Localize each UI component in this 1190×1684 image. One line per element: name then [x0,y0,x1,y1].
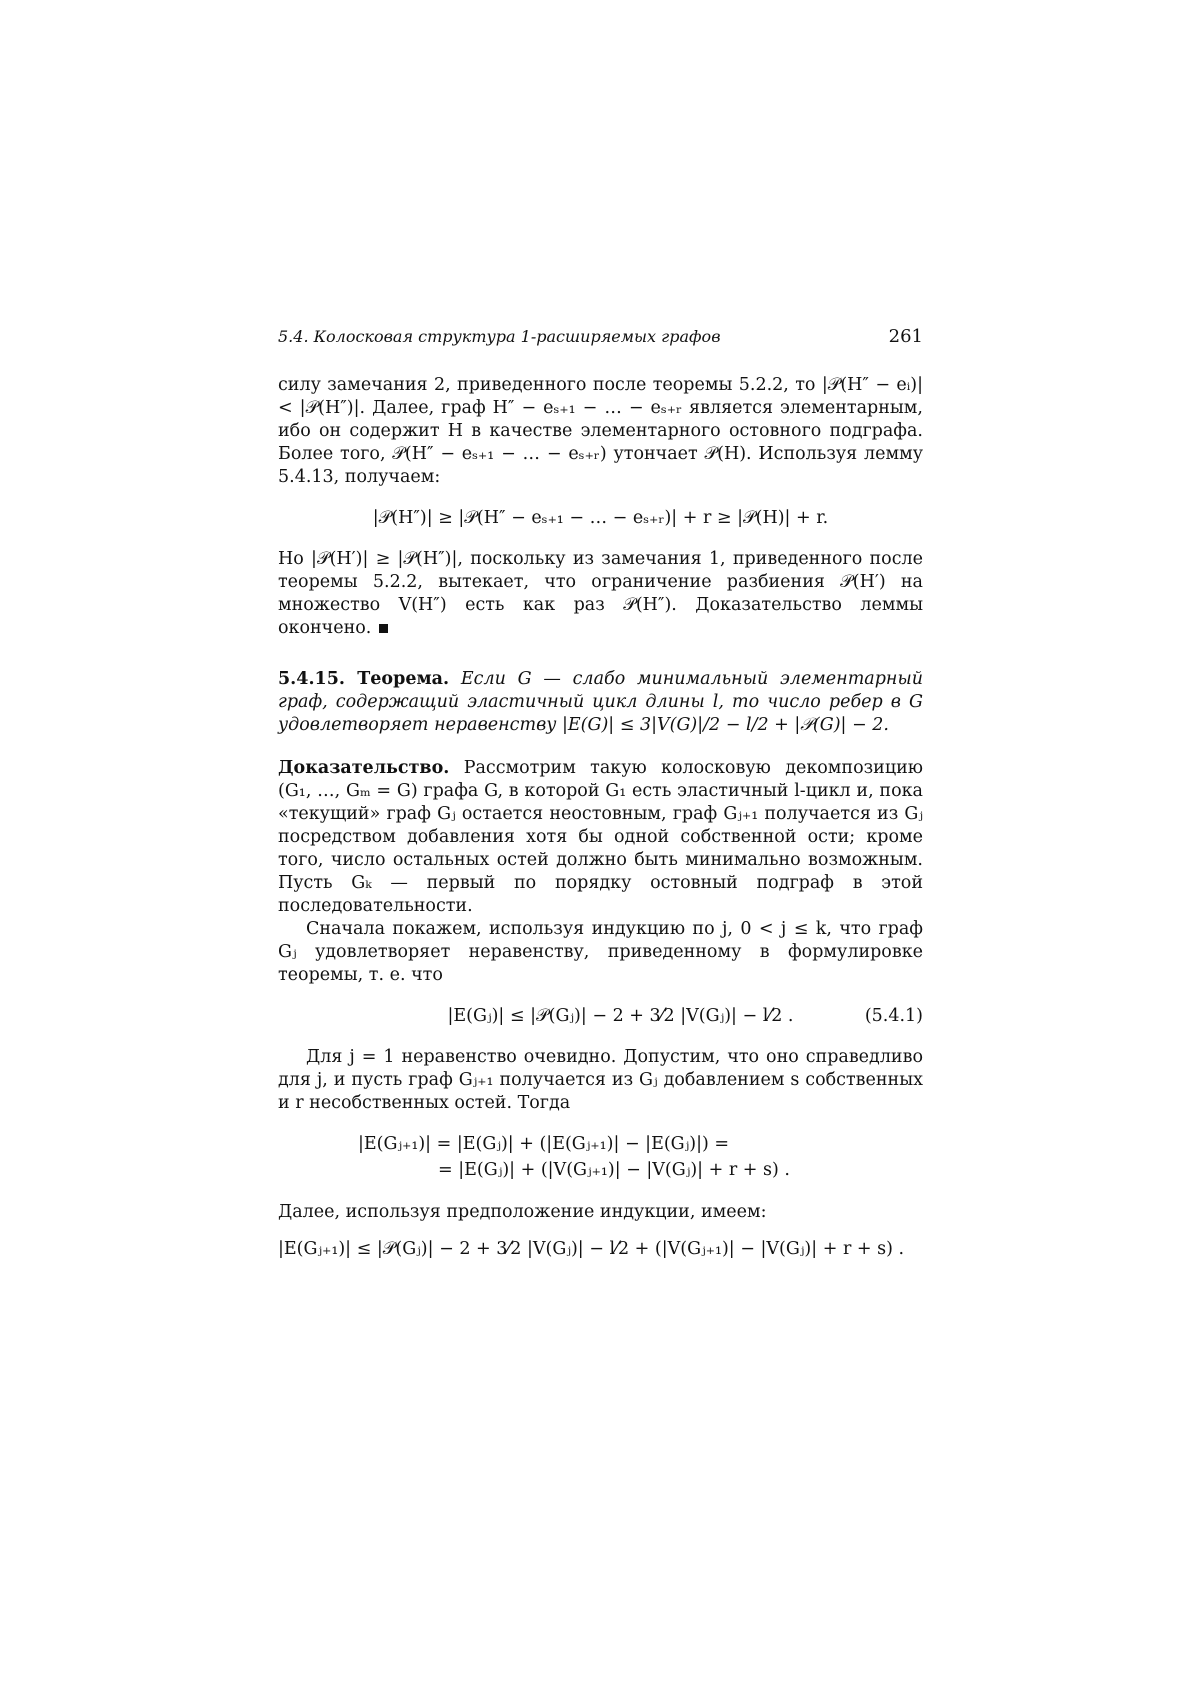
paragraph-further: Далее, используя предположение индукции, имеем: [278,1202,767,1222]
theorem-title: 5.4.15. Теорема. [278,669,450,689]
equation-number: (5.4.1) [864,1006,923,1026]
paragraph-induction: Сначала покажем, используя индукцию по j, 0 < j ≤ k, что граф Gⱼ удовлетворяет неравенству, приведенному в формулировке теоремы, т. е. что [278,919,923,985]
proof-paragraph [278,757,923,918]
equation-multiline [278,1131,923,1183]
equation-final: |E(Gⱼ₊₁)| ≤ |𝒫(Gⱼ)| − 2 + 3⁄2 |V(Gⱼ)| − l⁄2 + (|V(Gⱼ₊₁)| − |V(Gⱼ)| + r + s) . [278,1239,905,1259]
paragraph-continuation: силу замечания 2, приведенного после теоремы 5.2.2, то |𝒫(H″ − eᵢ)| < |𝒫(H″)|. Далее, граф H″ − eₛ₊₁ − … − eₛ₊ᵣ является элементарным, ибо он содержит H в качестве элементарного остовного подграфа. Более того, 𝒫(H″ − eₛ₊₁ − … − eₛ₊ᵣ) утончает 𝒫(H). Используя лемму 5.4.13, получаем: [278,375,923,487]
proof-text: Рассмотрим такую колосковую декомпозицию (G₁, …, Gₘ = G) графа G, в которой G₁ есть эластичный l-цикл и, пока «текущий» граф Gⱼ остается неостовным, граф Gⱼ₊₁ получается из Gⱼ посредством добавления хотя бы одной собственной ости; кроме того, число остальных остей должно быть минимально возможным. Пусть Gₖ — первый по порядку остовный подграф в этой последовательности. [278,758,923,916]
paragraph-base-case: Для j = 1 неравенство очевидно. Допустим, что оно справедливо для j, и пусть граф Gⱼ₊₁ получается из Gⱼ добавлением s собственных и r несобственных остей. Тогда [278,1047,923,1113]
paragraph-lemma-end [278,548,923,640]
running-header [278,325,923,348]
theorem-statement [278,668,923,737]
running-title: 5.4. Колосковая структура 1-расширяемых графов [278,327,721,346]
theorem-body: Если G — слабо минимальный элементарный граф, содержащий эластичный цикл длины l, то число ребер в G удовлетворяет неравенству |E(G)| ≤ 3|V(G)|/2 − l/2 + |𝒫(G)| − 2. [278,669,923,735]
equation-5-4-1: |E(Gⱼ)| ≤ |𝒫(Gⱼ)| − 2 + 3⁄2 |V(Gⱼ)| − l⁄2 . [447,1006,794,1026]
page-number: 261 [888,326,923,347]
proof-title: Доказательство. [278,758,450,778]
page-content [278,325,923,1275]
equation-numbered [278,1005,923,1028]
equation-line-2: = |E(Gⱼ)| + (|V(Gⱼ₊₁)| − |V(Gⱼ)| + r + s) . [438,1160,790,1180]
equation-line-1: |E(Gⱼ₊₁)| = |E(Gⱼ)| + (|E(Gⱼ₊₁)| − |E(Gⱼ)|) = [358,1134,730,1154]
paragraph-lemma-end-text: Но |𝒫(H′)| ≥ |𝒫(H″)|, поскольку из замечания 1, приведенного после теоремы 5.2.2, вытекает, что ограничение разбиения 𝒫(H′) на множество V(H″) есть как раз 𝒫(H″). Доказательство леммы окончено. [278,549,923,638]
qed-mark-icon [379,624,388,633]
equation-display: |𝒫(H″)| ≥ |𝒫(H″ − eₛ₊₁ − … − eₛ₊ᵣ)| + r ≥ |𝒫(H)| + r. [372,508,829,528]
